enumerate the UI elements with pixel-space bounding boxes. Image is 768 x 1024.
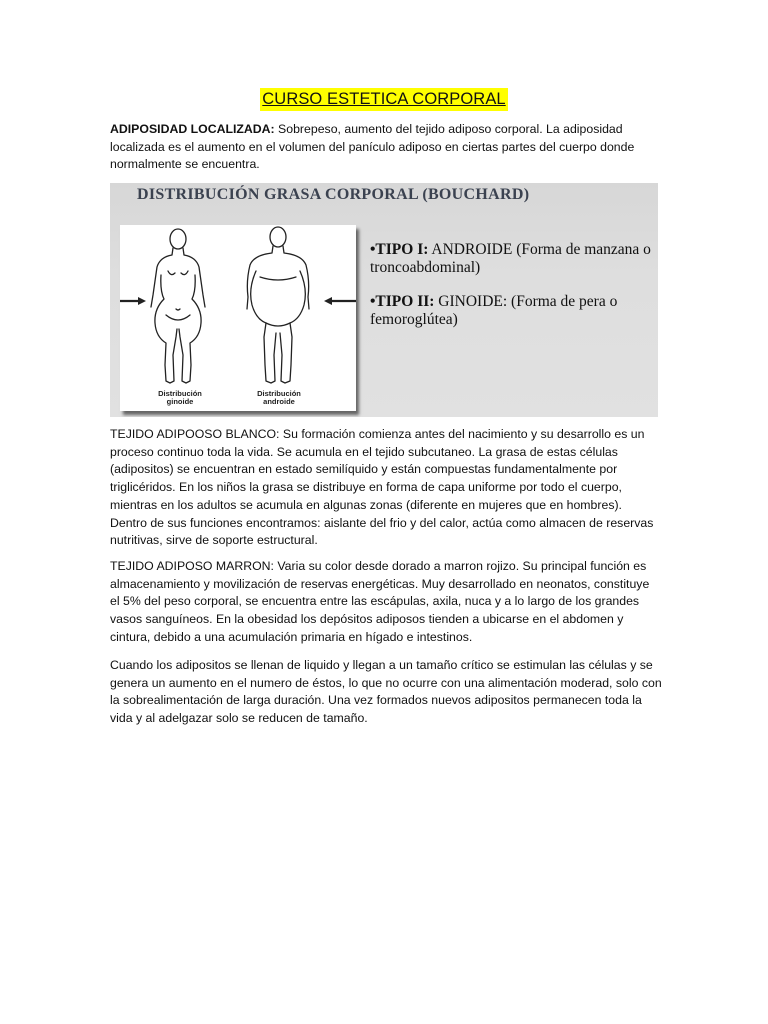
adiposidad-heading: ADIPOSIDAD LOCALIZADA: — [110, 122, 275, 136]
tipo1-item — [370, 241, 652, 277]
tipo1-label: •TIPO I: — [370, 241, 429, 258]
body-silhouettes-illustration — [120, 225, 356, 411]
title-container — [0, 88, 768, 111]
figure-title: DISTRIBUCIÓN GRASA CORPORAL (BOUCHARD) — [137, 186, 530, 203]
tipo2-text: GINOIDE: (Forma de pera o femoroglútea) — [370, 293, 618, 328]
tejido-blanco-paragraph: TEJIDO ADIPOOSO BLANCO: Su formación comienza antes del nacimiento y su desarrollo es un proceso continuo toda la vida. Se acumula en el tejido subcutaneo. La grasa de estas células (adipositos) se encuentran en estado semilíquido y están compuestas fundamentalmente por triglicéridos. En los niños la grasa se distribuye en forma de capa uniforme por todo el cuerpo, mientras en los adultos se acumula en algunas zonas (diferente en mujeres que en hombres). Dentro de sus funciones encontramos: aislante del frio y del calor, actúa como almacen de reservas nutritivas, sirve de soporte estructural. — [110, 427, 654, 548]
tipo1-text: ANDROIDE (Forma de manzana o troncoabdominal) — [370, 241, 651, 276]
adiposidad-paragraph — [110, 121, 662, 174]
androide-figure — [247, 227, 309, 383]
tipo2-label: •TIPO II: — [370, 293, 435, 310]
adiposidad-text: Sobrepeso, aumento del tejido adiposo corporal. La adiposidad localizada es el aumento en el volumen del panículo adiposo en ciertas partes del cuerpo donde normalmente se encuentra. — [110, 122, 635, 172]
tejido-marron-paragraph: TEJIDO ADIPOSO MARRON: Varia su color desde dorado a marron rojizo. Su principal función es almacenamiento y movilización de reservas energéticas. Muy desarrollado en neonatos, constituye el 5% del peso corporal, se encuentra entre las escápulas, axila, nuca y a lo largo de los grandes vasos sanguíneos. En la obesidad los depósitos adiposos tienden a ubicarse en el abdomen y cintura, debido a una acumulación primaria en hígado e intestinos. — [110, 559, 650, 644]
tipo2-item — [370, 293, 652, 329]
adipositos-paragraph: Cuando los adipositos se llenan de liquido y llegan a un tamaño crítico se estimulan las células y se genera un aumento en el numero de éstos, lo que no ocurre con una alimentación moderad, solo con la sobrealimentación de larga duración. Una vez formados nuevos adipositos permanecen toda la vida y al adelgazar solo se reducen de tamaño. — [110, 658, 662, 726]
caption-ginoide: Distribución ginoide — [158, 389, 202, 406]
ginoide-figure — [151, 229, 205, 383]
document-title: CURSO ESTETICA CORPORAL — [260, 88, 507, 111]
arrow-right-icon — [138, 297, 146, 305]
bouchard-figure — [110, 183, 658, 417]
caption-androide: Distribución androide — [257, 389, 301, 406]
body-silhouettes-panel — [120, 225, 356, 411]
arrow-left-icon — [324, 297, 332, 305]
